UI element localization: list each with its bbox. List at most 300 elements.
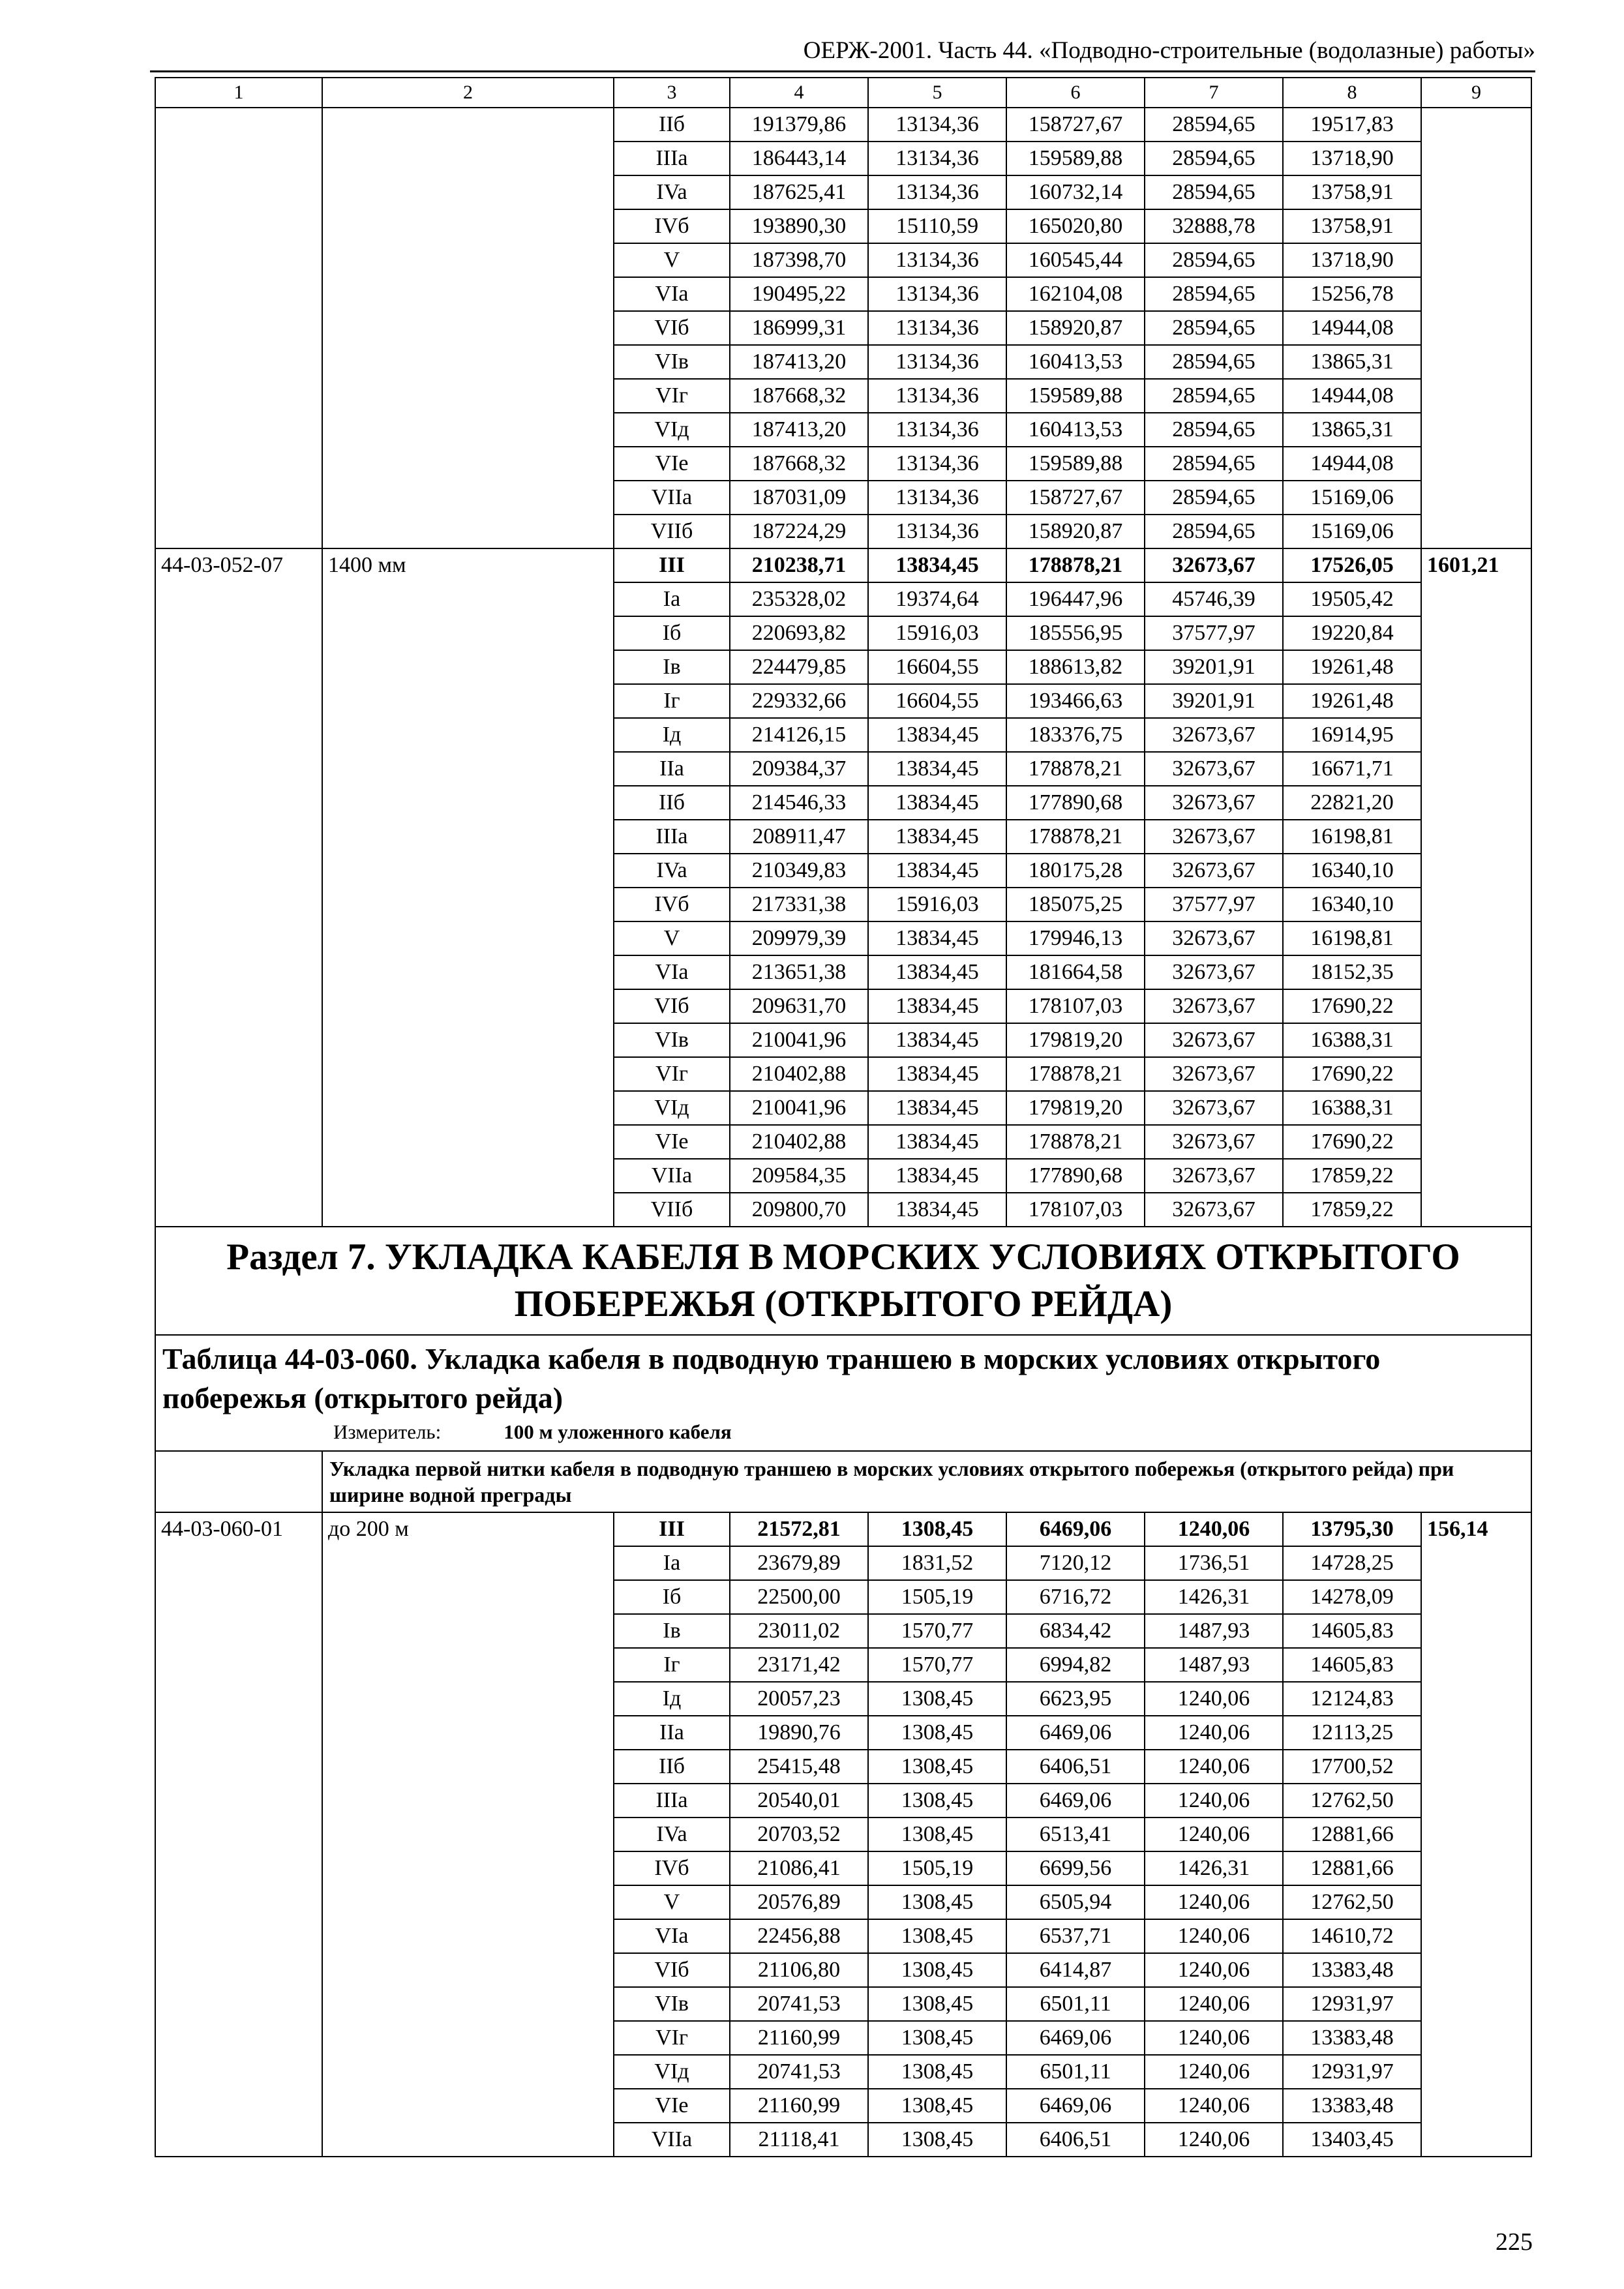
value-cell: 13834,45 [868,989,1006,1023]
value-cell: 210041,96 [730,1023,868,1057]
value-cell: 1308,45 [868,1512,1006,1546]
value-cell: 21118,41 [730,2123,868,2157]
value-cell: 32673,67 [1145,921,1283,955]
value-cell: 193890,30 [730,209,868,243]
value-cell: 1240,06 [1145,1987,1283,2021]
table-row [155,548,1531,582]
value-cell: 210349,83 [730,854,868,888]
value-cell: 32673,67 [1145,989,1283,1023]
value-cell: 13834,45 [868,854,1006,888]
code-cell [155,108,322,548]
zone-cell: III [614,1512,730,1546]
zone-cell: IIIa [614,820,730,854]
zone-cell: III [614,548,730,582]
value-cell: 32673,67 [1145,786,1283,820]
value-cell: 158920,87 [1006,311,1145,345]
value-cell: 15169,06 [1283,515,1421,548]
meter-label: Измеритель: [333,1420,442,1443]
zone-cell: IVa [614,175,730,209]
value-cell: 160545,44 [1006,243,1145,277]
value-cell: 12881,66 [1283,1851,1421,1885]
value-cell: 13134,36 [868,447,1006,481]
column-number: 9 [1421,78,1531,108]
value-cell: 28594,65 [1145,379,1283,413]
value-cell: 185556,95 [1006,616,1145,650]
value-cell: 1426,31 [1145,1580,1283,1614]
value-cell: 28594,65 [1145,175,1283,209]
value-cell: 1240,06 [1145,1885,1283,1919]
value-cell: 6513,41 [1006,1818,1145,1851]
value-cell: 21572,81 [730,1512,868,1546]
value-cell: 179946,13 [1006,921,1145,955]
value-cell: 17859,22 [1283,1193,1421,1227]
value-cell: 16388,31 [1283,1091,1421,1125]
value-cell: 1308,45 [868,1953,1006,1987]
value-cell: 180175,28 [1006,854,1145,888]
value-cell: 32673,67 [1145,854,1283,888]
value-cell: 162104,08 [1006,277,1145,311]
value-cell: 187668,32 [730,447,868,481]
value-cell: 229332,66 [730,684,868,718]
value-cell: 1308,45 [868,1987,1006,2021]
column-number: 2 [322,78,614,108]
value-cell: 20741,53 [730,2055,868,2089]
value-cell: 32673,67 [1145,955,1283,989]
value-cell: 19261,48 [1283,650,1421,684]
value-cell: 17690,22 [1283,1057,1421,1091]
value-cell: 17526,05 [1283,548,1421,582]
value-cell: 1505,19 [868,1580,1006,1614]
value-cell: 15916,03 [868,616,1006,650]
table-row [155,108,1531,142]
value-cell: 235328,02 [730,582,868,616]
value-cell: 14944,08 [1283,447,1421,481]
value-cell: 15169,06 [1283,481,1421,515]
value-cell: 158727,67 [1006,481,1145,515]
zone-cell: VIIa [614,481,730,515]
table-title: Таблица 44-03-060. Укладка кабеля в подводную траншею в морских условиях открытого побережья (открытого рейда) [162,1342,1381,1414]
zone-cell: VIв [614,1987,730,2021]
value-cell: 15916,03 [868,888,1006,921]
zone-cell: IIa [614,752,730,786]
value-cell: 13134,36 [868,345,1006,379]
table-header-row [155,1335,1531,1451]
value-cell: 1308,45 [868,1885,1006,1919]
value-cell: 17690,22 [1283,989,1421,1023]
value-cell: 20741,53 [730,1987,868,2021]
zone-cell: VIг [614,2021,730,2055]
value-cell: 183376,75 [1006,718,1145,752]
description-blank [155,1451,322,1512]
value-cell: 13834,45 [868,1193,1006,1227]
value-cell: 16914,95 [1283,718,1421,752]
value-cell: 158727,67 [1006,108,1145,142]
value-cell: 1308,45 [868,1716,1006,1750]
value-cell: 13134,36 [868,142,1006,175]
value-cell: 17859,22 [1283,1159,1421,1193]
zone-cell: VIд [614,2055,730,2089]
value-cell: 32673,67 [1145,548,1283,582]
zone-cell: Iд [614,718,730,752]
value-cell: 17690,22 [1283,1125,1421,1159]
zone-cell: Iд [614,1682,730,1716]
zone-cell: Iб [614,1580,730,1614]
value-cell: 1308,45 [868,2055,1006,2089]
value-cell: 12762,50 [1283,1784,1421,1818]
value-cell: 28594,65 [1145,311,1283,345]
header-rule [150,70,1535,72]
value-cell: 22821,20 [1283,786,1421,820]
value-cell: 28594,65 [1145,243,1283,277]
value-cell: 13134,36 [868,175,1006,209]
value-cell: 193466,63 [1006,684,1145,718]
value-cell: 217331,38 [730,888,868,921]
machine-cost-cell: 156,14 [1421,1512,1531,2157]
zone-cell: VIв [614,1023,730,1057]
value-cell: 13834,45 [868,786,1006,820]
value-cell: 1308,45 [868,1784,1006,1818]
zone-cell: V [614,921,730,955]
value-cell: 15110,59 [868,209,1006,243]
value-cell: 159589,88 [1006,379,1145,413]
value-cell: 19505,42 [1283,582,1421,616]
value-cell: 6414,87 [1006,1953,1145,1987]
value-cell: 177890,68 [1006,786,1145,820]
value-cell: 13718,90 [1283,142,1421,175]
value-cell: 220693,82 [730,616,868,650]
work-description: Укладка первой нитки кабеля в подводную траншею в морских условиях открытого побережья (открытого рейда) при ширине водной преграды [322,1451,1531,1512]
value-cell: 181664,58 [1006,955,1145,989]
value-cell: 1308,45 [868,1750,1006,1784]
value-cell: 177890,68 [1006,1159,1145,1193]
value-cell: 165020,80 [1006,209,1145,243]
value-cell: 159589,88 [1006,447,1145,481]
zone-cell: IVб [614,209,730,243]
column-number-row [155,78,1531,108]
value-cell: 32673,67 [1145,1193,1283,1227]
value-cell: 13134,36 [868,515,1006,548]
value-cell: 210402,88 [730,1057,868,1091]
value-cell: 13834,45 [868,1125,1006,1159]
value-cell: 14944,08 [1283,379,1421,413]
zone-cell: IIб [614,108,730,142]
value-cell: 160413,53 [1006,345,1145,379]
value-cell: 17700,52 [1283,1750,1421,1784]
zone-cell: Ia [614,582,730,616]
value-cell: 32888,78 [1145,209,1283,243]
zone-cell: IVб [614,888,730,921]
value-cell: 19374,64 [868,582,1006,616]
zone-cell: VIг [614,1057,730,1091]
value-cell: 13834,45 [868,718,1006,752]
value-cell: 13834,45 [868,921,1006,955]
value-cell: 187413,20 [730,413,868,447]
value-cell: 187668,32 [730,379,868,413]
value-cell: 32673,67 [1145,1057,1283,1091]
value-cell: 13834,45 [868,548,1006,582]
value-cell: 178107,03 [1006,1193,1145,1227]
value-cell: 7120,12 [1006,1546,1145,1580]
value-cell: 14610,72 [1283,1919,1421,1953]
machine-cost-cell [1421,108,1531,548]
zone-cell: VIIa [614,2123,730,2157]
zone-cell: VIa [614,1919,730,1953]
value-cell: 178878,21 [1006,752,1145,786]
value-cell: 12762,50 [1283,1885,1421,1919]
zone-cell: VIe [614,447,730,481]
value-cell: 20703,52 [730,1818,868,1851]
zone-cell: IVa [614,1818,730,1851]
value-cell: 15256,78 [1283,277,1421,311]
value-cell: 13134,36 [868,243,1006,277]
value-cell: 32673,67 [1145,1023,1283,1057]
value-cell: 16388,31 [1283,1023,1421,1057]
value-cell: 209631,70 [730,989,868,1023]
value-cell: 210238,71 [730,548,868,582]
value-cell: 13134,36 [868,311,1006,345]
value-cell: 20057,23 [730,1682,868,1716]
name-cell: 1400 мм [322,548,614,1227]
value-cell: 28594,65 [1145,413,1283,447]
value-cell: 1308,45 [868,1818,1006,1851]
zone-cell: VIв [614,345,730,379]
value-cell: 1240,06 [1145,1784,1283,1818]
value-cell: 12931,97 [1283,2055,1421,2089]
value-cell: 6834,42 [1006,1614,1145,1648]
zone-cell: IIa [614,1716,730,1750]
value-cell: 13865,31 [1283,345,1421,379]
value-cell: 13834,45 [868,820,1006,854]
zone-cell: V [614,243,730,277]
value-cell: 178107,03 [1006,989,1145,1023]
value-cell: 1240,06 [1145,2089,1283,2123]
value-cell: 32673,67 [1145,1125,1283,1159]
value-cell: 20540,01 [730,1784,868,1818]
table-header-cell [155,1335,1531,1451]
value-cell: 209584,35 [730,1159,868,1193]
value-cell: 28594,65 [1145,108,1283,142]
value-cell: 21160,99 [730,2089,868,2123]
value-cell: 39201,91 [1145,684,1283,718]
page-number: 225 [1496,2228,1533,2256]
value-cell: 32673,67 [1145,752,1283,786]
column-number: 8 [1283,78,1421,108]
value-cell: 187413,20 [730,345,868,379]
value-cell: 6469,06 [1006,1716,1145,1750]
meter-value: 100 м уложенного кабеля [504,1420,732,1443]
zone-cell: Iв [614,650,730,684]
value-cell: 214126,15 [730,718,868,752]
rates-table [155,77,1532,2157]
value-cell: 1240,06 [1145,1512,1283,1546]
value-cell: 1308,45 [868,1919,1006,1953]
value-cell: 13134,36 [868,108,1006,142]
value-cell: 6501,11 [1006,2055,1145,2089]
value-cell: 21106,80 [730,1953,868,1987]
value-cell: 14605,83 [1283,1648,1421,1682]
value-cell: 6505,94 [1006,1885,1145,1919]
value-cell: 224479,85 [730,650,868,684]
value-cell: 179819,20 [1006,1023,1145,1057]
column-number: 3 [614,78,730,108]
value-cell: 187398,70 [730,243,868,277]
zone-cell: IVa [614,854,730,888]
zone-cell: V [614,1885,730,1919]
value-cell: 1570,77 [868,1614,1006,1648]
value-cell: 13134,36 [868,413,1006,447]
value-cell: 1240,06 [1145,1818,1283,1851]
value-cell: 23011,02 [730,1614,868,1648]
value-cell: 191379,86 [730,108,868,142]
value-cell: 13834,45 [868,752,1006,786]
code-cell: 44-03-060-01 [155,1512,322,2157]
value-cell: 1570,77 [868,1648,1006,1682]
value-cell: 190495,22 [730,277,868,311]
value-cell: 214546,33 [730,786,868,820]
value-cell: 209979,39 [730,921,868,955]
value-cell: 13758,91 [1283,209,1421,243]
zone-cell: IIIa [614,142,730,175]
value-cell: 159589,88 [1006,142,1145,175]
column-number: 7 [1145,78,1283,108]
value-cell: 210402,88 [730,1125,868,1159]
value-cell: 18152,35 [1283,955,1421,989]
value-cell: 6537,71 [1006,1919,1145,1953]
value-cell: 13834,45 [868,955,1006,989]
value-cell: 13403,45 [1283,2123,1421,2157]
zone-cell: Iг [614,684,730,718]
value-cell: 13795,30 [1283,1512,1421,1546]
value-cell: 160732,14 [1006,175,1145,209]
value-cell: 6469,06 [1006,1512,1145,1546]
value-cell: 13834,45 [868,1023,1006,1057]
value-cell: 12931,97 [1283,1987,1421,2021]
value-cell: 210041,96 [730,1091,868,1125]
value-cell: 6469,06 [1006,2021,1145,2055]
value-cell: 178878,21 [1006,820,1145,854]
zone-cell: IIб [614,786,730,820]
value-cell: 178878,21 [1006,1057,1145,1091]
value-cell: 45746,39 [1145,582,1283,616]
value-cell: 6406,51 [1006,1750,1145,1784]
value-cell: 209800,70 [730,1193,868,1227]
zone-cell: VIд [614,1091,730,1125]
value-cell: 6406,51 [1006,2123,1145,2157]
value-cell: 213651,38 [730,955,868,989]
value-cell: 6501,11 [1006,1987,1145,2021]
value-cell: 6716,72 [1006,1580,1145,1614]
value-cell: 1240,06 [1145,1953,1283,1987]
value-cell: 13834,45 [868,1057,1006,1091]
value-cell: 13383,48 [1283,2089,1421,2123]
meter-line [162,1418,1524,1446]
zone-cell: VIг [614,379,730,413]
value-cell: 22456,88 [730,1919,868,1953]
zone-cell: VIд [614,413,730,447]
value-cell: 32673,67 [1145,1159,1283,1193]
value-cell: 209384,37 [730,752,868,786]
value-cell: 6699,56 [1006,1851,1145,1885]
value-cell: 13383,48 [1283,2021,1421,2055]
zone-cell: Iг [614,1648,730,1682]
value-cell: 6623,95 [1006,1682,1145,1716]
zone-cell: Ia [614,1546,730,1580]
value-cell: 1240,06 [1145,2055,1283,2089]
value-cell: 21086,41 [730,1851,868,1885]
zone-cell: IVб [614,1851,730,1885]
value-cell: 16340,10 [1283,888,1421,921]
value-cell: 187625,41 [730,175,868,209]
value-cell: 19890,76 [730,1716,868,1750]
value-cell: 1240,06 [1145,1682,1283,1716]
value-cell: 39201,91 [1145,650,1283,684]
column-number: 4 [730,78,868,108]
name-cell [322,108,614,548]
value-cell: 25415,48 [730,1750,868,1784]
value-cell: 1240,06 [1145,1750,1283,1784]
value-cell: 12124,83 [1283,1682,1421,1716]
value-cell: 1240,06 [1145,2021,1283,2055]
zone-cell: VIб [614,1953,730,1987]
value-cell: 1505,19 [868,1851,1006,1885]
code-cell: 44-03-052-07 [155,548,322,1227]
value-cell: 186999,31 [730,311,868,345]
value-cell: 16340,10 [1283,854,1421,888]
value-cell: 14728,25 [1283,1546,1421,1580]
zone-cell: VIб [614,989,730,1023]
value-cell: 13758,91 [1283,175,1421,209]
value-cell: 16604,55 [868,650,1006,684]
zone-cell: Iб [614,616,730,650]
value-cell: 160413,53 [1006,413,1145,447]
value-cell: 14944,08 [1283,311,1421,345]
value-cell: 16198,81 [1283,921,1421,955]
zone-cell: Iв [614,1614,730,1648]
value-cell: 178878,21 [1006,1125,1145,1159]
value-cell: 19261,48 [1283,684,1421,718]
value-cell: 28594,65 [1145,142,1283,175]
section-title: Раздел 7. УКЛАДКА КАБЕЛЯ В МОРСКИХ УСЛОВИЯХ ОТКРЫТОГО ПОБЕРЕЖЬЯ (ОТКРЫТОГО РЕЙДА) [155,1227,1531,1335]
value-cell: 32673,67 [1145,1091,1283,1125]
value-cell: 1487,93 [1145,1614,1283,1648]
value-cell: 28594,65 [1145,447,1283,481]
value-cell: 28594,65 [1145,515,1283,548]
value-cell: 16604,55 [868,684,1006,718]
value-cell: 13865,31 [1283,413,1421,447]
value-cell: 28594,65 [1145,481,1283,515]
value-cell: 6469,06 [1006,1784,1145,1818]
value-cell: 186443,14 [730,142,868,175]
value-cell: 188613,82 [1006,650,1145,684]
value-cell: 1240,06 [1145,1716,1283,1750]
value-cell: 1831,52 [868,1546,1006,1580]
value-cell: 13834,45 [868,1091,1006,1125]
value-cell: 16198,81 [1283,820,1421,854]
value-cell: 208911,47 [730,820,868,854]
value-cell: 19517,83 [1283,108,1421,142]
value-cell: 6469,06 [1006,2089,1145,2123]
value-cell: 13383,48 [1283,1953,1421,1987]
column-number: 1 [155,78,322,108]
machine-cost-cell: 1601,21 [1421,548,1531,1227]
name-cell: до 200 м [322,1512,614,2157]
value-cell: 20576,89 [730,1885,868,1919]
value-cell: 37577,97 [1145,888,1283,921]
value-cell: 185075,25 [1006,888,1145,921]
running-header: ОЕРЖ-2001. Часть 44. «Подводно-строительные (водолазные) работы» [803,37,1535,64]
value-cell: 13718,90 [1283,243,1421,277]
table-row [155,1512,1531,1546]
